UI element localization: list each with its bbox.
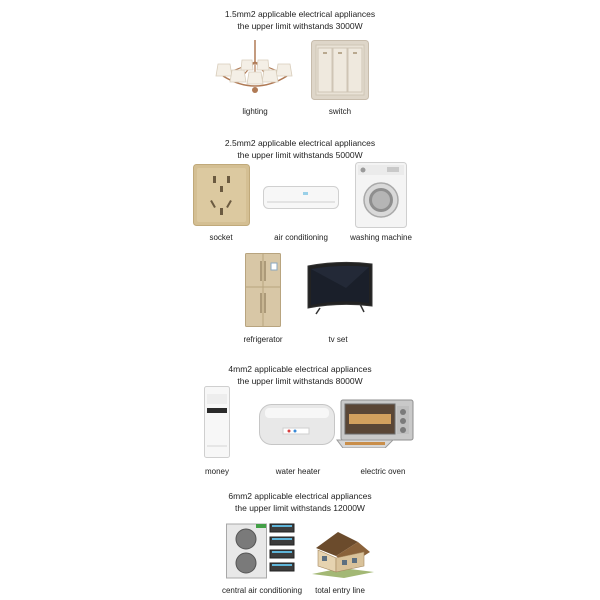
wall-switch-icon (311, 40, 369, 100)
caption-washing-machine: washing machine (350, 233, 412, 242)
section-3-header (0, 363, 600, 387)
caption-tv-set: tv set (328, 335, 348, 344)
caption-water-heater: water heater (275, 467, 321, 476)
house-icon (308, 526, 378, 580)
section-1-line1: 1.5mm2 applicable electrical appliances (224, 9, 376, 19)
section-4-line1: 6mm2 applicable electrical appliances (228, 491, 372, 501)
caption-lighting: lighting (242, 107, 268, 116)
caption-air-conditioning: air conditioning (274, 233, 328, 242)
section-4-header (0, 490, 600, 514)
caption-refrigerator: refrigerator (243, 335, 283, 344)
section-1-line2: the upper limit withstands 3000W (237, 21, 363, 31)
caption-socket: socket (209, 233, 233, 242)
caption-total-entry-line: total entry line (315, 586, 365, 595)
floor-ac-icon (204, 386, 230, 458)
section-2-line1: 2.5mm2 applicable electrical appliances (224, 138, 376, 148)
caption-central-air-conditioning: central air conditioning (221, 586, 303, 595)
section-4-line2: the upper limit withstands 12000W (235, 503, 365, 513)
section-1-header (0, 8, 600, 32)
tv-icon (306, 258, 374, 316)
air-conditioner-icon (263, 186, 339, 210)
water-heater-icon (259, 404, 335, 446)
section-2-line2: the upper limit withstands 5000W (237, 150, 363, 160)
washing-machine-icon (355, 162, 407, 228)
refrigerator-icon (245, 253, 281, 327)
section-3-line1: 4mm2 applicable electrical appliances (228, 364, 372, 374)
section-2-header (0, 137, 600, 161)
wall-socket-icon (193, 164, 250, 226)
caption-switch: switch (328, 107, 352, 116)
chandelier-icon (215, 40, 295, 102)
central-ac-icon (226, 520, 298, 580)
electric-oven-icon (335, 398, 417, 448)
section-3-line2: the upper limit withstands 8000W (237, 376, 363, 386)
caption-electric-oven: electric oven (360, 467, 406, 476)
caption-money: money (204, 467, 229, 476)
